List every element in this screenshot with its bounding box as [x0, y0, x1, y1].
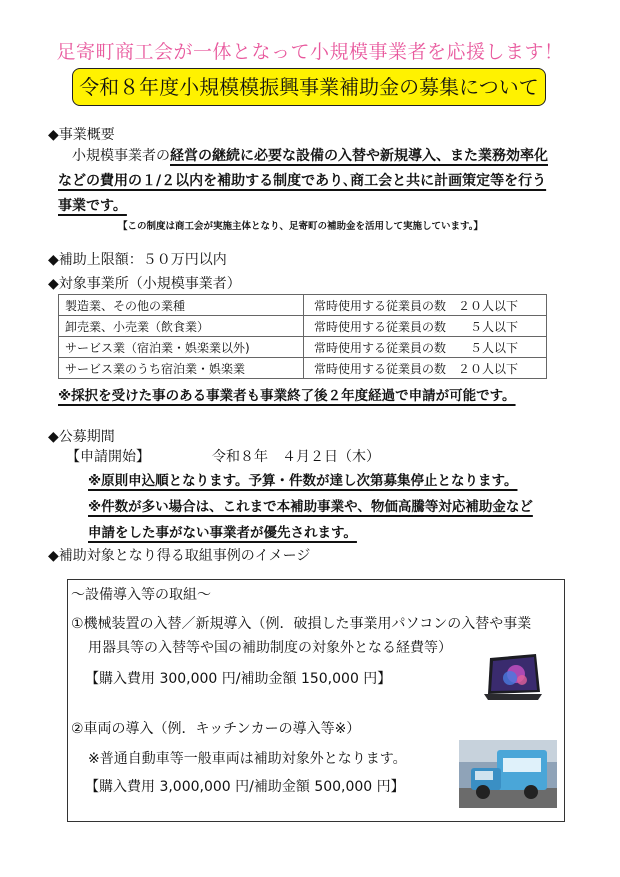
page-title: 令和８年度小規模模振興事業補助金の募集について [72, 68, 546, 106]
targets-table [58, 294, 547, 379]
item1-cost: 【購入費用 300,000 円/補助金額 150,000 円】 [85, 671, 392, 687]
targets-condition-cell: 常時使用する従業員の数 ２０人以下 [304, 358, 547, 379]
targets-heading: ◆対象事業所（小規模事業者） [48, 276, 241, 292]
period-note2b: 申請をした事がない事業者が優先されます。 [88, 525, 357, 541]
targets-condition-cell: 常時使用する従業員の数 ５人以下 [304, 337, 547, 358]
overview-line1-bold: 経営の継続に必要な設備の入替や新規導入、また業務効率化 [170, 148, 548, 164]
targets-note: ※採択を受けた事のある事業者も事業終了後２年度経過で申請が可能です。 [58, 388, 516, 404]
overview-note: 【この制度は商工会が実施主体となり、足寄町の補助金を活用して実施しています。】 [118, 221, 483, 232]
headline: 足寄町商工会が一体となって小規模事業者を応援します！ [56, 41, 564, 63]
period-heading: ◆公募期間 [48, 429, 115, 445]
targets-row [59, 358, 547, 379]
period-start-date: 令和８年 ４月２日（木） [212, 449, 380, 465]
targets-industry-cell: サービス業（宿泊業・娯楽業以外) [59, 337, 304, 358]
targets-row [59, 316, 547, 337]
item2-line: ②車両の導入（例．キッチンカーの導入等※） [71, 721, 361, 737]
targets-row [59, 295, 547, 316]
period-notes [88, 470, 578, 545]
examples-heading: ◆補助対象となり得る取組事例のイメージ [48, 548, 311, 564]
targets-condition-cell: 常時使用する従業員の数 ５人以下 [304, 316, 547, 337]
targets-industry-cell: 製造業、その他の業種 [59, 295, 304, 316]
laptop-image [480, 652, 546, 704]
overview-line2: などの費用の１/２以内を補助する制度であり､商工会と共に計画策定等を行う [58, 173, 547, 189]
box-title: ～設備導入等の取組～ [71, 587, 211, 603]
overview-text [58, 145, 578, 218]
targets-row [59, 337, 547, 358]
overview-line1-plain: 小規模事業者の [58, 148, 170, 164]
overview-heading: ◆事業概要 [48, 127, 115, 143]
period-start-label: 【申請開始】 [66, 449, 150, 465]
overview-line3: 事業です。 [58, 198, 127, 214]
item2-cost: 【購入費用 3,000,000 円/補助金額 500,000 円】 [85, 779, 405, 795]
period-note1: ※原則申込順となります。予算・件数が達し次第募集停止となります。 [88, 473, 518, 489]
limit-text: ◆補助上限額：５０万円以内 [48, 252, 227, 268]
item1-line2: 用器具等の入替等や国の補助制度の対象外となる経費等） [88, 640, 452, 656]
period-note2a: ※件数が多い場合は、これまで本補助事業や、物価高騰等対応補助金など [88, 499, 533, 515]
item2-note: ※普通自動車等一般車両は補助対象外となります。 [88, 751, 407, 767]
item1-line1: ①機械装置の入替／新規導入（例．破損した事業用パソコンの入替や事業 [71, 616, 532, 632]
targets-industry-cell: サービス業のうち宿泊業・娯楽業 [59, 358, 304, 379]
targets-industry-cell: 卸売業、小売業（飲食業） [59, 316, 304, 337]
targets-condition-cell: 常時使用する従業員の数 ２０人以下 [304, 295, 547, 316]
kitchen-car-image [459, 740, 557, 808]
